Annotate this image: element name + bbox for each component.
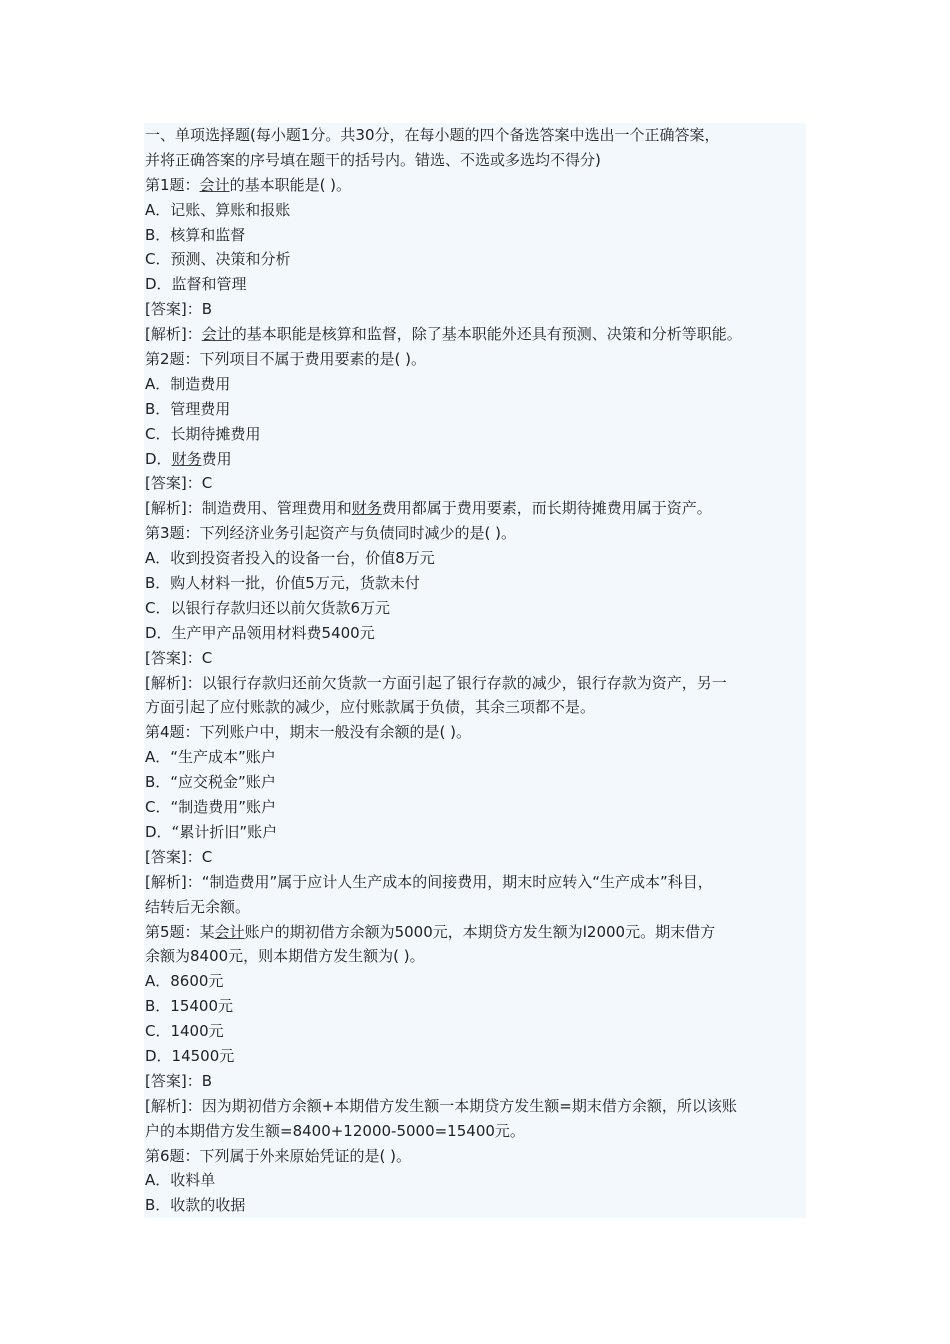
q4-option-d: D．“累计折旧”账户 (145, 822, 278, 841)
q2-option-c: C．长期待摊费用 (145, 424, 261, 443)
q2-option-d: D．财务费用 (145, 449, 232, 468)
q5-stem-link[interactable]: 会计 (214, 922, 245, 941)
q6-option-b: B．收款的收据 (145, 1196, 246, 1215)
section-heading-line-1: 一、单项选择题(每小题1分。共30分，在每小题的四个备选答案中选出一个正确答案， (145, 126, 720, 144)
q2-option-d-link[interactable]: 财务 (171, 449, 202, 468)
q1-option-a: A．记账、算账和报账 (145, 200, 291, 219)
q3-option-c: C．以银行存款归还以前欠货款6万元 (145, 598, 391, 617)
q5-stem-line-1: 第5题：某会计账户的期初借方余额为5000元，本期贷方发生额为l2000元。期末借方 (145, 922, 716, 941)
q4-analysis-line-2: 结转后无余额。 (145, 897, 251, 916)
q5-analysis-line-1: [解析]：因为期初借方余额+本期借方发生额一本期贷方发生额=期末借方余额，所以该账 (145, 1096, 737, 1115)
q5-option-d: D．14500元 (145, 1046, 235, 1065)
q6-stem: 第6题：下列属于外来原始凭证的是( )。 (145, 1146, 412, 1165)
q1-stem: 第1题：会计的基本职能是( )。 (145, 175, 352, 194)
q4-stem: 第4题：下列账户中，期末一般没有余额的是( )。 (145, 723, 472, 742)
q6-option-a: A．收料单 (145, 1171, 216, 1190)
q4-option-c: C．“制造费用”账户 (145, 798, 277, 817)
q3-option-d: D．生产甲产品领用材料费5400元 (145, 623, 375, 642)
q5-option-b: B．15400元 (145, 997, 234, 1016)
q4-option-b: B．“应交税金”账户 (145, 773, 276, 792)
q5-answer: [答案]：B (145, 1071, 212, 1090)
q5-option-c: C．1400元 (145, 1022, 224, 1041)
q4-answer: [答案]：C (145, 847, 213, 866)
q3-option-b: B．购人材料一批，价值5万元，货款未付 (145, 574, 420, 593)
q5-stem-line-2: 余额为8400元，则本期借方发生额为( )。 (145, 947, 425, 966)
q2-analysis: [解析]：制造费用、管理费用和财务费用都属于费用要素，而长期待摊费用属于资产。 (145, 499, 712, 518)
exam-content (144, 123, 806, 1218)
q2-option-a: A．制造费用 (145, 374, 231, 393)
q2-answer: [答案]：C (145, 474, 213, 493)
q2-option-b: B．管理费用 (145, 399, 231, 418)
q3-stem: 第3题：下列经济业务引起资产与负债同时减少的是( )。 (145, 524, 517, 543)
q4-option-a: A．“生产成本”账户 (145, 748, 276, 767)
q3-analysis-line-1: [解析]：以银行存款归还前欠货款一方面引起了银行存款的减少，银行存款为资产，另一 (145, 673, 727, 692)
q1-option-d: D．监督和管理 (145, 275, 247, 294)
q2-analysis-link[interactable]: 财务 (351, 499, 382, 518)
q1-analysis: [解析]：会计的基本职能是核算和监督，除了基本职能外还具有预测、决策和分析等职能。 (145, 325, 742, 344)
q1-option-c: C．预测、决策和分析 (145, 250, 291, 269)
q2-stem: 第2题：下列项目不属于费用要素的是( )。 (145, 350, 427, 369)
section-heading-line-2: 并将正确答案的序号填在题干的括号内。错选、不选或多选均不得分) (145, 150, 601, 169)
q3-analysis-line-2: 方面引起了应付账款的减少，应付账款属于负债，其余三项都不是。 (145, 698, 596, 717)
q3-answer: [答案]：C (145, 648, 213, 667)
q1-stem-link[interactable]: 会计 (199, 175, 230, 194)
q5-option-a: A．8600元 (145, 972, 224, 991)
q5-analysis-line-2: 户的本期借方发生额=8400+12000-5000=15400元。 (145, 1121, 525, 1140)
q1-answer: [答案]：B (145, 300, 212, 319)
q1-analysis-link[interactable]: 会计 (201, 325, 232, 344)
q4-analysis-line-1: [解析]：“制造费用”属于应计人生产成本的间接费用，期末时应转入“生产成本”科目， (145, 872, 713, 891)
q1-option-b: B．核算和监督 (145, 225, 246, 244)
q3-option-a: A．收到投资者投入的设备一台，价值8万元 (145, 549, 435, 568)
